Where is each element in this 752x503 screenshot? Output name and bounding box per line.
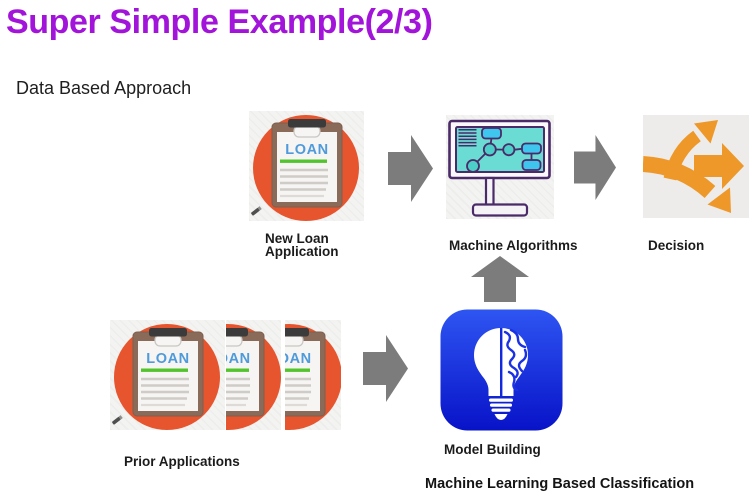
prior-application-image-3 [285, 320, 341, 430]
block-arrow-right-icon [574, 135, 616, 200]
decision-label: Decision [648, 238, 705, 253]
block-arrow-up-icon [471, 256, 529, 302]
loan-clipboard-icon [285, 320, 341, 430]
model-building-label: Model Building [444, 442, 541, 457]
loan-clipboard-icon [226, 320, 281, 430]
prior-application-image-2 [226, 320, 281, 430]
decision-image [643, 115, 749, 218]
new-loan-application-label [265, 232, 339, 258]
machine-algorithms-label: Machine Algorithms [449, 238, 578, 253]
prior-applications-label: Prior Applications [124, 454, 240, 469]
machine-algorithms-image [446, 115, 554, 219]
diagram-caption: Machine Learning Based Classification [425, 476, 695, 492]
monitor-flowchart-icon [446, 115, 554, 219]
loan-clipboard-icon [110, 320, 225, 430]
loan-clipboard-icon [249, 111, 364, 221]
lightbulb-brain-icon [439, 308, 564, 432]
new-loan-label-line1: New Loan [265, 231, 329, 246]
new-loan-application-image [249, 111, 364, 221]
prior-application-image-1 [110, 320, 225, 430]
model-building-image [439, 308, 564, 432]
block-arrow-right-icon [363, 335, 408, 402]
new-loan-label-line2: Application [265, 244, 339, 259]
block-arrow-right-icon [388, 135, 433, 202]
slide-subtitle: Data Based Approach [16, 78, 192, 98]
slide-title: Super Simple Example(2/3) [6, 3, 433, 41]
branching-arrows-icon [643, 115, 749, 218]
